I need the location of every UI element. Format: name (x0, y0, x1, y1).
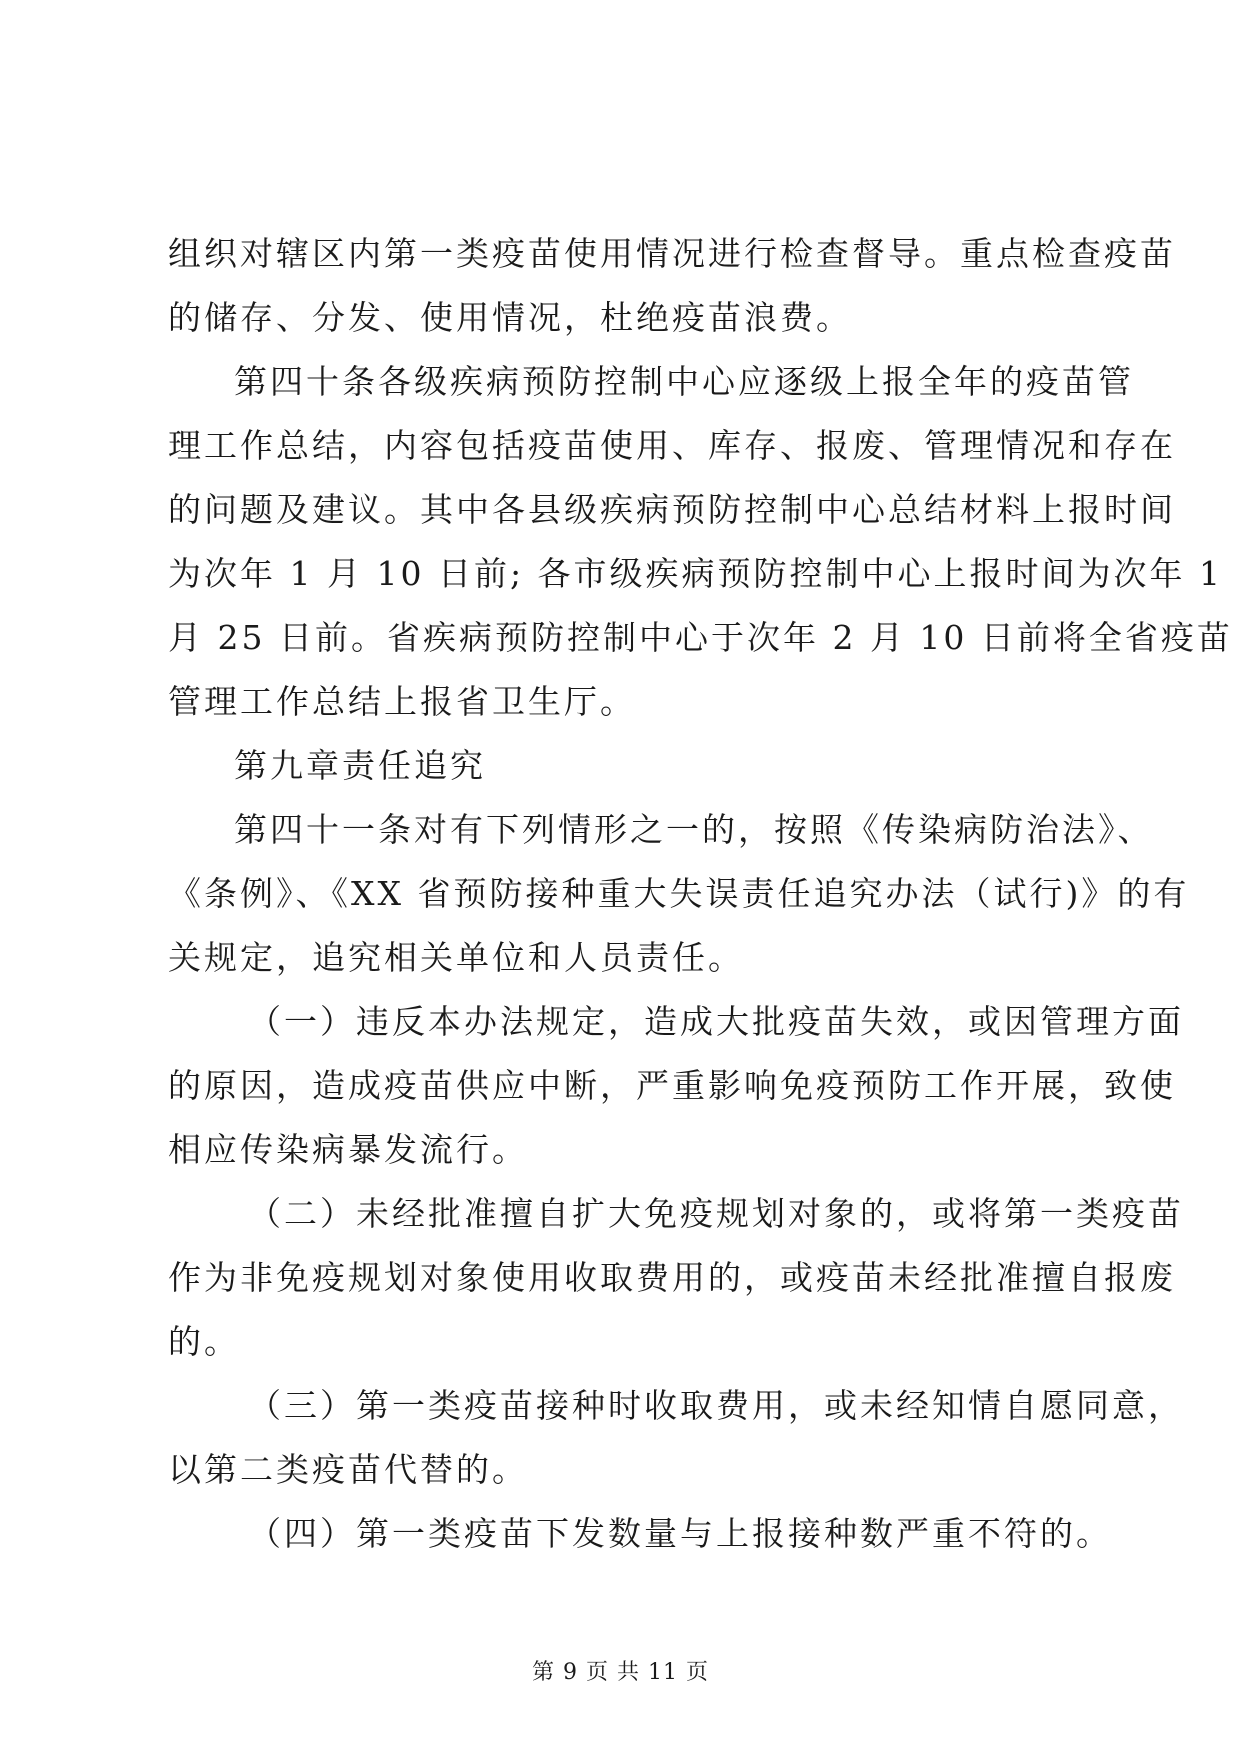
item-3-line: （三）第一类疫苗接种时收取费用，或未经知情自愿同意， (248, 1386, 1184, 1425)
text-line: 组织对辖区内第一类疫苗使用情况进行检查督导。重点检查疫苗 (168, 234, 1176, 273)
text-line: 以第二类疫苗代替的。 (168, 1450, 528, 1489)
document-body (168, 222, 1233, 1566)
article-40-line: 第四十条各级疾病预防控制中心应逐级上报全年的疫苗管 (234, 362, 1134, 401)
text-line: 相应传染病暴发流行。 (168, 1130, 528, 1169)
text-line: 的原因，造成疫苗供应中断，严重影响免疫预防工作开展，致使 (168, 1066, 1176, 1105)
text-line: 关规定，追究相关单位和人员责任。 (168, 938, 744, 977)
text-line: 月 25 日前。省疾病预防控制中心于次年 2 月 10 日前将全省疫苗 (168, 618, 1233, 657)
item-4-line: （四）第一类疫苗下发数量与上报接种数严重不符的。 (248, 1514, 1112, 1553)
text-line: 的问题及建议。其中各县级疾病预防控制中心总结材料上报时间 (168, 490, 1176, 529)
text-line: 为次年 1 月 10 日前; 各市级疾病预防控制中心上报时间为次年 1 (168, 554, 1224, 593)
item-2-line: （二）未经批准擅自扩大免疫规划对象的，或将第一类疫苗 (248, 1194, 1184, 1233)
text-line: 管理工作总结上报省卫生厅。 (168, 682, 636, 721)
text-line: 《条例》、《XX 省预防接种重大失误责任追究办法（试行)》的有 (168, 874, 1190, 913)
page-number-footer: 第 9 页 共 11 页 (532, 1660, 709, 1685)
text-line: 的。 (168, 1322, 240, 1361)
text-line: 作为非免疫规划对象使用收取费用的，或疫苗未经批准擅自报废 (168, 1258, 1176, 1297)
text-line: 理工作总结，内容包括疫苗使用、库存、报废、管理情况和存在 (168, 426, 1176, 465)
item-1-line: （一）违反本办法规定，造成大批疫苗失效，或因管理方面 (248, 1002, 1184, 1041)
article-41-line: 第四十一条对有下列情形之一的，按照《传染病防治法》、 (234, 810, 1154, 849)
chapter-heading: 第九章责任追究 (234, 746, 486, 785)
text-line: 的储存、分发、使用情况，杜绝疫苗浪费。 (168, 298, 852, 337)
